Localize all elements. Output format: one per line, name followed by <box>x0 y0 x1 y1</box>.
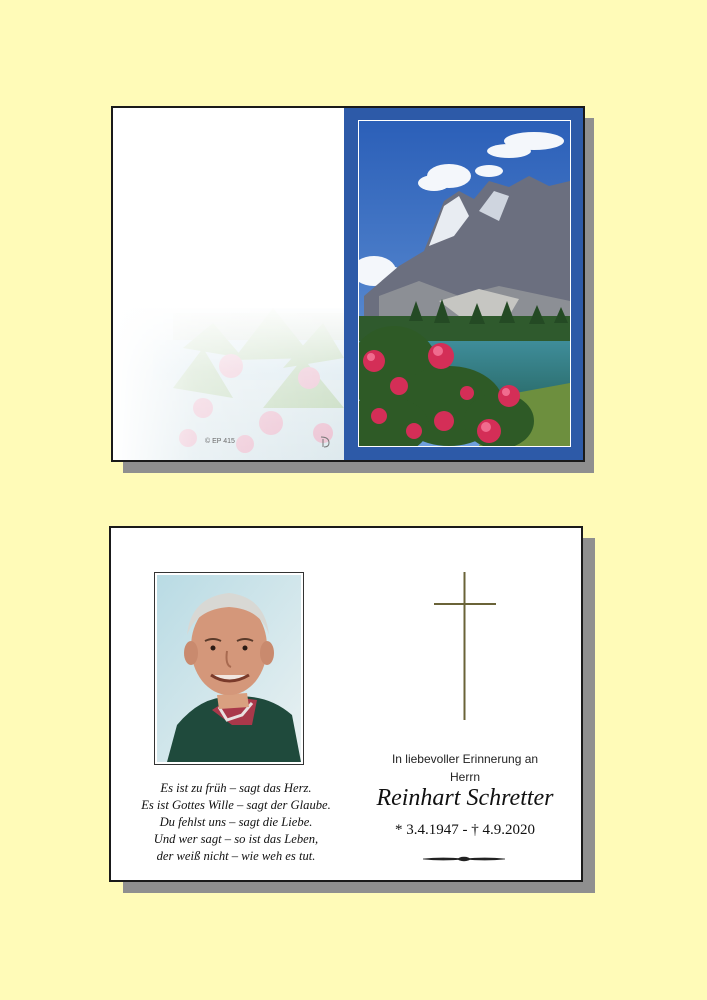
front-card-right-panel <box>344 108 583 460</box>
faded-flower-image <box>113 108 344 460</box>
memorial-poem <box>111 780 361 865</box>
memory-text <box>355 750 575 786</box>
portrait-image <box>157 575 301 762</box>
poem-line: der weiß nicht – wie weh es tut. <box>156 849 316 863</box>
front-card <box>111 106 585 462</box>
portrait-photo <box>154 572 304 765</box>
mountain-lake-photo <box>358 120 571 447</box>
poem-line: Es ist Gottes Wille – sagt der Glaube. <box>141 798 331 812</box>
artist-signature-icon <box>318 435 332 449</box>
poem-line: Und wer sagt – so ist das Leben, <box>153 832 319 846</box>
poem-line: Es ist zu früh – sagt das Herz. <box>160 781 312 795</box>
memory-line: In liebevoller Erinnerung an <box>391 752 539 766</box>
copyright-label: © EP 415 <box>205 438 235 445</box>
mountain-landscape-image <box>359 121 570 446</box>
cross-icon <box>434 572 496 720</box>
deceased-name: Reinhart Schretter <box>376 785 554 811</box>
front-card-left-panel <box>113 108 344 460</box>
divider-ornament-icon <box>423 855 505 863</box>
poem-line: Du fehlst uns – sagt die Liebe. <box>159 815 313 829</box>
inner-card <box>109 526 583 882</box>
life-dates: * 3.4.1947 - † 4.9.2020 <box>395 822 535 838</box>
salutation: Herrn <box>449 770 480 784</box>
